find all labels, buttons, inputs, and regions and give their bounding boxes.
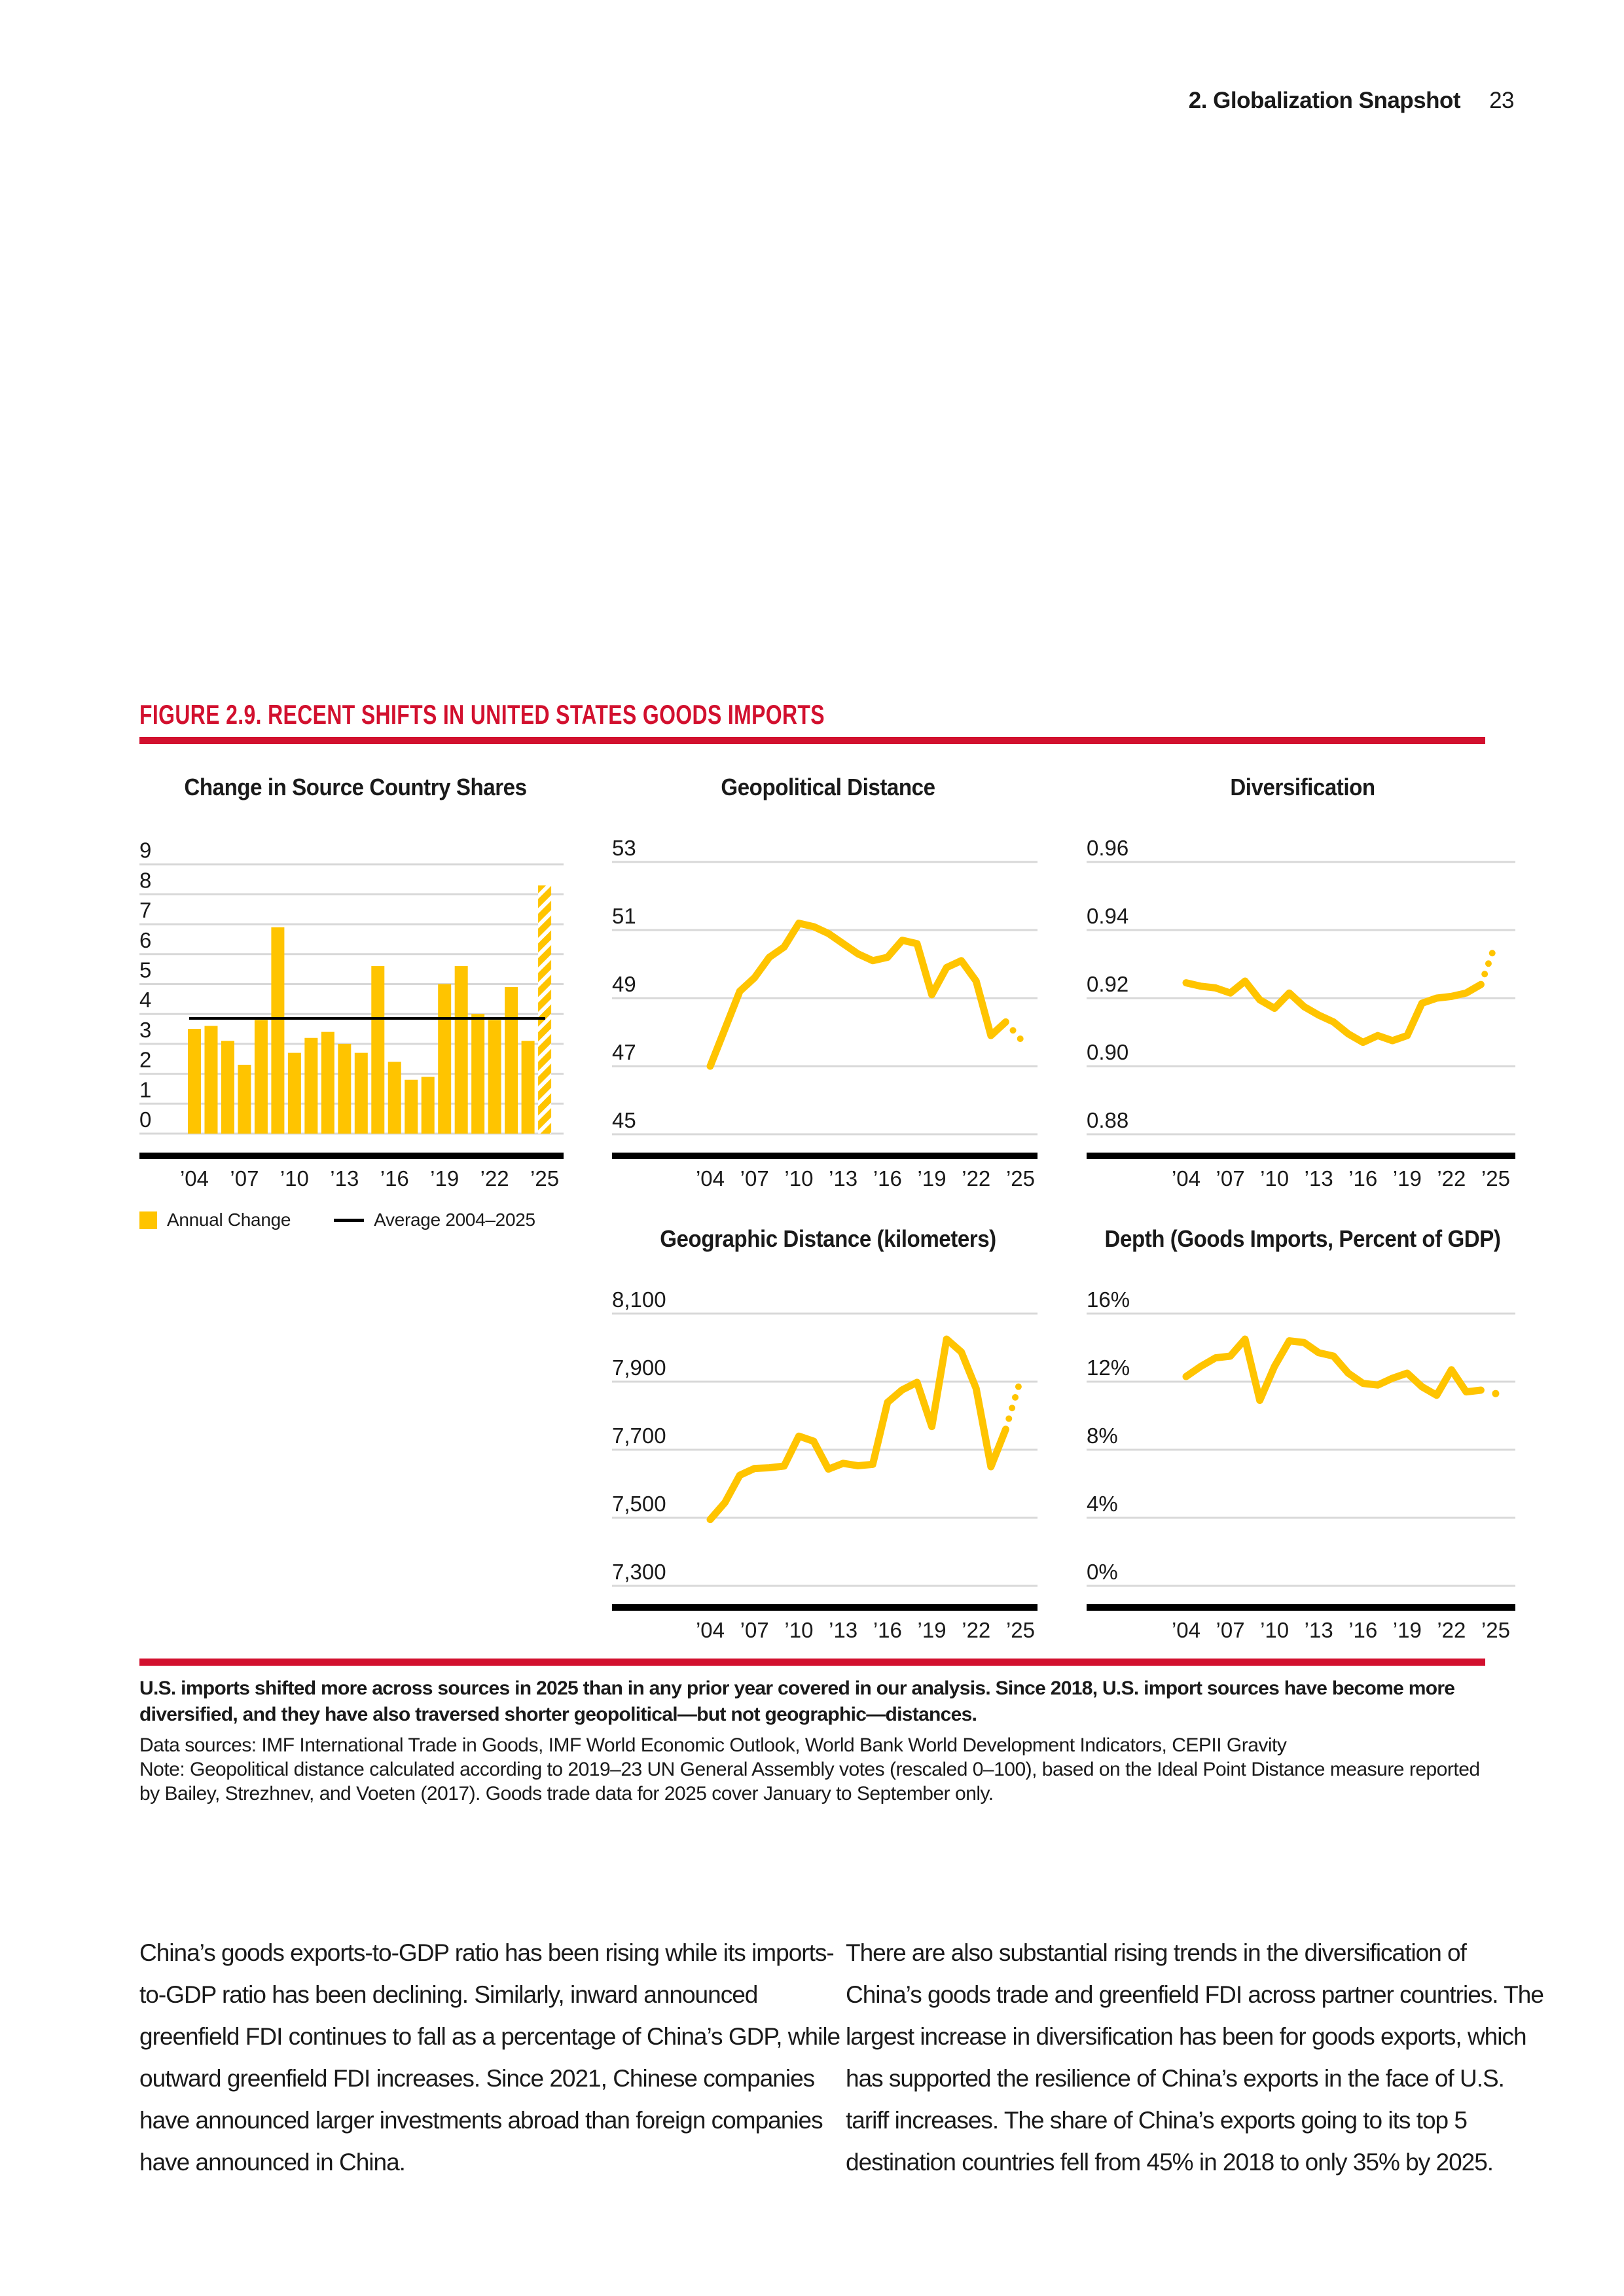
svg-text:8: 8	[139, 868, 152, 893]
chart-geopolitical-distance	[612, 772, 1044, 1191]
svg-text:’04: ’04	[1171, 1166, 1201, 1191]
svg-text:’22: ’22	[962, 1618, 991, 1642]
svg-text:’25: ’25	[1005, 1166, 1035, 1191]
chart-title: Diversification	[1230, 774, 1375, 800]
svg-text:’07: ’07	[1216, 1166, 1245, 1191]
figure-top-rule	[139, 737, 1485, 744]
figure-note: Note: Geopolitical distance calculated according to 2019–23 UN General Assembly votes (rescaled 0–100), based on the Ideal Point Distance measure reported by Bailey, Strezhnev, and Voeten (2017). Goods trade data for 2025 cover January to September only.	[139, 1759, 1480, 1804]
svg-text:’19: ’19	[917, 1166, 947, 1191]
svg-text:0.90: 0.90	[1087, 1040, 1129, 1064]
svg-text:’13: ’13	[330, 1166, 359, 1191]
line-chart-canvas	[1087, 1265, 1519, 1677]
figure-bottom-rule	[139, 1659, 1485, 1666]
svg-text:4: 4	[139, 988, 152, 1013]
figure-data-sources: Data sources: IMF International Trade in Goods, IMF World Economic Outlook, World Bank World Development Indicators, CEPII Gravity	[139, 1734, 1287, 1756]
figure-caption-summary: U.S. imports shifted more across sources in 2025 than in any prior year covered in our analysis. Since 2018, U.S. import sources have become more diversified, and they have also traversed shorter geopolitical—but not geographic—distances.	[139, 1677, 1455, 1725]
svg-text:0%: 0%	[1087, 1560, 1118, 1584]
chart-title: Change in Source Country Shares	[184, 774, 527, 800]
section-title: 2. Globalization Snapshot	[1188, 88, 1461, 113]
svg-text:’10: ’10	[1260, 1618, 1290, 1642]
body-paragraph-right: There are also substantial rising trends in the diversification of China’s goods trade and greenfield FDI across partner countries. The largest increase in diversification has been for goods exports, which has supported the resilience of China’s exports in the face of U.S. tariff increases. The share of China’s exports going to its top 5 destination countries fell from 45% in 2018 to only 35% by 2025.	[846, 1939, 1543, 2176]
svg-text:3: 3	[139, 1017, 152, 1042]
svg-text:’13: ’13	[1304, 1166, 1333, 1191]
svg-text:’25: ’25	[1481, 1618, 1510, 1642]
chart-diversification	[1087, 772, 1519, 1191]
svg-text:’25: ’25	[530, 1166, 560, 1191]
svg-text:’04: ’04	[695, 1166, 725, 1191]
svg-text:2: 2	[139, 1047, 152, 1072]
svg-text:7,900: 7,900	[612, 1355, 666, 1380]
svg-text:’22: ’22	[480, 1166, 509, 1191]
svg-text:’04: ’04	[1171, 1618, 1201, 1642]
svg-text:45: 45	[612, 1108, 636, 1132]
svg-text:’19: ’19	[917, 1618, 947, 1642]
svg-text:0.96: 0.96	[1087, 836, 1129, 860]
bar-chart-canvas	[139, 818, 571, 1224]
svg-text:’04: ’04	[695, 1618, 725, 1642]
chart-title: Geographic Distance (kilometers)	[660, 1225, 996, 1252]
svg-text:’22: ’22	[962, 1166, 991, 1191]
svg-text:5: 5	[139, 958, 152, 982]
svg-text:’16: ’16	[1348, 1166, 1378, 1191]
svg-text:0.94: 0.94	[1087, 904, 1129, 928]
body-paragraph-left: China’s goods exports-to-GDP ratio has been rising while its imports-to-GDP ratio has been declining. Similarly, inward announced greenfield FDI continues to fall as a percentage of China’s GDP, while outward greenfield FDI increases. Since 2021, Chinese companies have announced larger investments abroad than foreign companies have announced in China.	[139, 1939, 840, 2176]
annual-change-swatch-icon	[139, 1211, 157, 1229]
svg-text:’22: ’22	[1437, 1618, 1466, 1642]
svg-text:4%: 4%	[1087, 1492, 1118, 1516]
svg-text:’25: ’25	[1481, 1166, 1510, 1191]
svg-text:16%: 16%	[1087, 1287, 1130, 1312]
chart-depth-goods-imports	[1087, 1224, 1519, 1642]
svg-text:8,100: 8,100	[612, 1287, 666, 1312]
chart-title: Geopolitical Distance	[721, 774, 935, 800]
svg-text:1: 1	[139, 1077, 152, 1102]
svg-text:6: 6	[139, 927, 152, 952]
svg-text:’07: ’07	[740, 1166, 769, 1191]
svg-text:7: 7	[139, 898, 152, 923]
svg-text:0.88: 0.88	[1087, 1108, 1129, 1132]
chart-geographic-distance	[612, 1224, 1044, 1642]
svg-text:’07: ’07	[1216, 1618, 1245, 1642]
svg-text:7,500: 7,500	[612, 1492, 666, 1516]
svg-text:’19: ’19	[1392, 1618, 1422, 1642]
legend-annual-change-label: Annual Change	[167, 1210, 291, 1230]
svg-text:’10: ’10	[1260, 1166, 1290, 1191]
svg-text:0.92: 0.92	[1087, 972, 1129, 996]
chart-legend	[139, 1210, 535, 1230]
svg-text:’10: ’10	[280, 1166, 309, 1191]
svg-text:0: 0	[139, 1107, 152, 1132]
svg-text:47: 47	[612, 1040, 636, 1064]
svg-text:’10: ’10	[784, 1166, 814, 1191]
chart-change-in-source-country-shares	[139, 772, 571, 1191]
figure-title: FIGURE 2.9. RECENT SHIFTS IN UNITED STATES GOODS IMPORTS	[139, 699, 825, 730]
svg-text:’25: ’25	[1005, 1618, 1035, 1642]
svg-text:53: 53	[612, 836, 636, 860]
line-chart-canvas	[612, 818, 1044, 1224]
svg-text:’04: ’04	[179, 1166, 209, 1191]
svg-text:’22: ’22	[1437, 1166, 1466, 1191]
svg-text:7,700: 7,700	[612, 1424, 666, 1448]
page-number: 23	[1489, 88, 1514, 113]
svg-text:8%: 8%	[1087, 1424, 1118, 1448]
line-chart-canvas	[1087, 818, 1519, 1224]
svg-text:51: 51	[612, 904, 636, 928]
svg-text:’13: ’13	[829, 1618, 858, 1642]
svg-text:’13: ’13	[829, 1166, 858, 1191]
svg-text:’07: ’07	[230, 1166, 259, 1191]
figure-caption-block	[139, 1676, 1492, 1806]
svg-text:’16: ’16	[873, 1166, 902, 1191]
svg-text:’19: ’19	[1392, 1166, 1422, 1191]
svg-text:’16: ’16	[380, 1166, 409, 1191]
svg-text:12%: 12%	[1087, 1355, 1130, 1380]
svg-text:9: 9	[139, 838, 152, 863]
page-header	[1189, 88, 1514, 114]
line-chart-canvas	[612, 1265, 1044, 1677]
legend-average-label: Average 2004–2025	[374, 1210, 535, 1230]
svg-text:’10: ’10	[784, 1618, 814, 1642]
svg-text:49: 49	[612, 972, 636, 996]
svg-text:’16: ’16	[873, 1618, 902, 1642]
average-line-swatch-icon	[334, 1219, 364, 1222]
svg-text:’16: ’16	[1348, 1618, 1378, 1642]
svg-text:7,300: 7,300	[612, 1560, 666, 1584]
chart-title: Depth (Goods Imports, Percent of GDP)	[1104, 1225, 1501, 1252]
svg-text:’13: ’13	[1304, 1618, 1333, 1642]
svg-text:’07: ’07	[740, 1618, 769, 1642]
svg-text:’19: ’19	[430, 1166, 460, 1191]
